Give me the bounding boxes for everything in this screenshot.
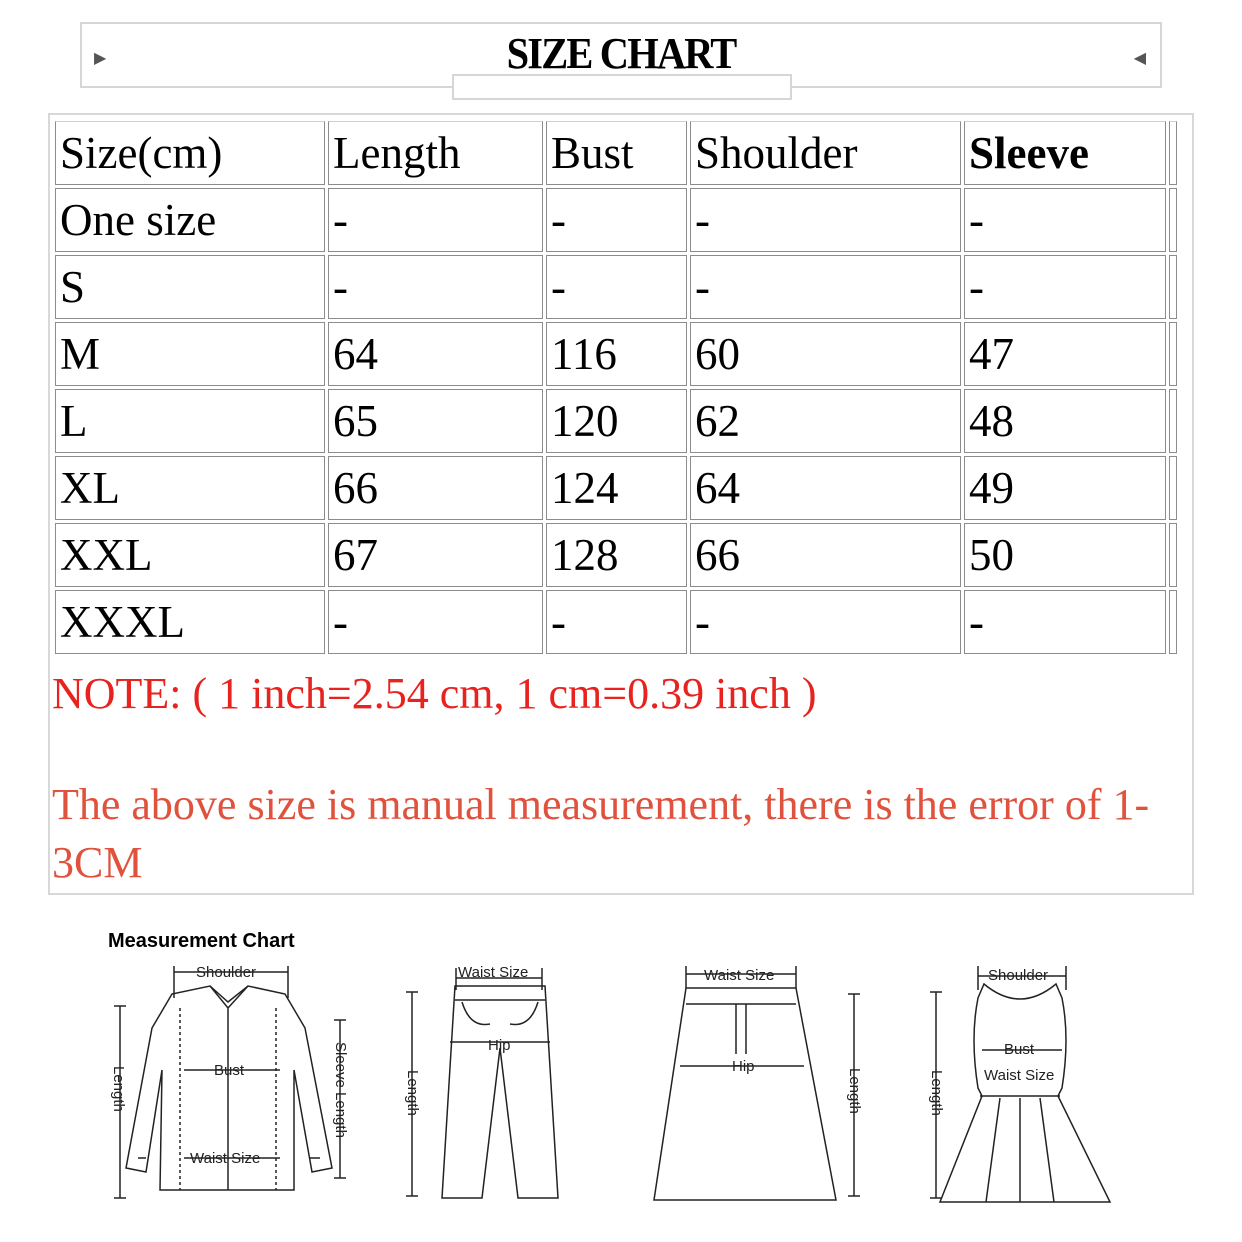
size-cell: S bbox=[55, 255, 325, 319]
table-row bbox=[55, 523, 1177, 587]
size-cell: One size bbox=[55, 188, 325, 252]
shirt-diagram bbox=[100, 958, 360, 1208]
skirt-waist-label: Waist Size bbox=[704, 967, 775, 984]
bust-cell: - bbox=[546, 188, 687, 252]
shoulder-cell: - bbox=[690, 255, 961, 319]
column-header-size: Size(cm) bbox=[55, 121, 325, 185]
length-cell: - bbox=[328, 590, 543, 654]
table-row bbox=[55, 389, 1177, 453]
length-cell: 64 bbox=[328, 322, 543, 386]
table-row bbox=[55, 456, 1177, 520]
column-header-sleeve: Sleeve bbox=[964, 121, 1166, 185]
column-header-length: Length bbox=[328, 121, 543, 185]
table-row bbox=[55, 255, 1177, 319]
shirt-bust-label: Bust bbox=[214, 1062, 245, 1079]
measurement-disclaimer: The above size is manual measurement, there is the error of 1-3CM bbox=[52, 780, 1150, 887]
skirt-diagram bbox=[650, 958, 880, 1208]
table-header-row bbox=[55, 121, 1177, 185]
length-cell: 67 bbox=[328, 523, 543, 587]
column-header-shoulder: Shoulder bbox=[690, 121, 961, 185]
table-edge bbox=[1169, 523, 1177, 587]
dress-diagram bbox=[920, 958, 1120, 1208]
dress-length-label: Length bbox=[928, 1070, 945, 1116]
dress-bust-label: Bust bbox=[1004, 1041, 1035, 1058]
shirt-shoulder-label: Shoulder bbox=[196, 964, 257, 981]
bust-cell: 116 bbox=[546, 322, 687, 386]
size-cell: XXXL bbox=[55, 590, 325, 654]
shoulder-cell: - bbox=[690, 188, 961, 252]
table-row bbox=[55, 188, 1177, 252]
size-cell: XXL bbox=[55, 523, 325, 587]
header-banner bbox=[80, 22, 1162, 88]
shoulder-cell: 62 bbox=[690, 389, 961, 453]
triangle-right-icon: ▶ bbox=[94, 48, 107, 67]
table-edge bbox=[1169, 255, 1177, 319]
length-cell: - bbox=[328, 255, 543, 319]
bust-cell: 120 bbox=[546, 389, 687, 453]
pants-length-label: Length bbox=[404, 1070, 421, 1116]
table-row bbox=[55, 590, 1177, 654]
shirt-sleeve-length-label: Sleeve Length bbox=[332, 1042, 349, 1138]
dress-shoulder-label: Shoulder bbox=[988, 967, 1049, 984]
size-cell: XL bbox=[55, 456, 325, 520]
sleeve-cell: 48 bbox=[964, 389, 1166, 453]
bust-cell: - bbox=[546, 255, 687, 319]
triangle-left-icon: ◀ bbox=[1133, 48, 1146, 67]
size-table bbox=[52, 118, 1180, 657]
shoulder-cell: 64 bbox=[690, 456, 961, 520]
table-edge bbox=[1169, 590, 1177, 654]
pants-waist-label: Waist Size bbox=[458, 964, 529, 981]
skirt-length-label: Length bbox=[846, 1068, 863, 1114]
column-header-bust: Bust bbox=[546, 121, 687, 185]
sleeve-cell: - bbox=[964, 590, 1166, 654]
sleeve-cell: 49 bbox=[964, 456, 1166, 520]
dress-waist-label: Waist Size bbox=[984, 1067, 1055, 1084]
sleeve-cell: 47 bbox=[964, 322, 1166, 386]
table-edge bbox=[1169, 389, 1177, 453]
table-edge bbox=[1169, 322, 1177, 386]
unit-note: NOTE: ( 1 inch=2.54 cm, 1 cm=0.39 inch ) bbox=[52, 669, 817, 718]
pants-hip-label: Hip bbox=[488, 1037, 511, 1054]
table-row bbox=[55, 322, 1177, 386]
size-cell: M bbox=[55, 322, 325, 386]
shirt-length-label: Length bbox=[110, 1066, 127, 1112]
table-edge bbox=[1169, 188, 1177, 252]
pants-diagram bbox=[400, 958, 570, 1208]
size-cell: L bbox=[55, 389, 325, 453]
shoulder-cell: 66 bbox=[690, 523, 961, 587]
measurement-chart-title: Measurement Chart bbox=[108, 930, 295, 952]
table-edge bbox=[1169, 121, 1177, 185]
shoulder-cell: 60 bbox=[690, 322, 961, 386]
bust-cell: 128 bbox=[546, 523, 687, 587]
sleeve-cell: 50 bbox=[964, 523, 1166, 587]
bust-cell: 124 bbox=[546, 456, 687, 520]
length-cell: 66 bbox=[328, 456, 543, 520]
page-title: SIZE CHART bbox=[506, 29, 736, 78]
shirt-waist-label: Waist Size bbox=[190, 1150, 261, 1167]
skirt-hip-label: Hip bbox=[732, 1058, 755, 1075]
sleeve-cell: - bbox=[964, 188, 1166, 252]
shoulder-cell: - bbox=[690, 590, 961, 654]
length-cell: 65 bbox=[328, 389, 543, 453]
sleeve-cell: - bbox=[964, 255, 1166, 319]
table-edge bbox=[1169, 456, 1177, 520]
length-cell: - bbox=[328, 188, 543, 252]
bust-cell: - bbox=[546, 590, 687, 654]
